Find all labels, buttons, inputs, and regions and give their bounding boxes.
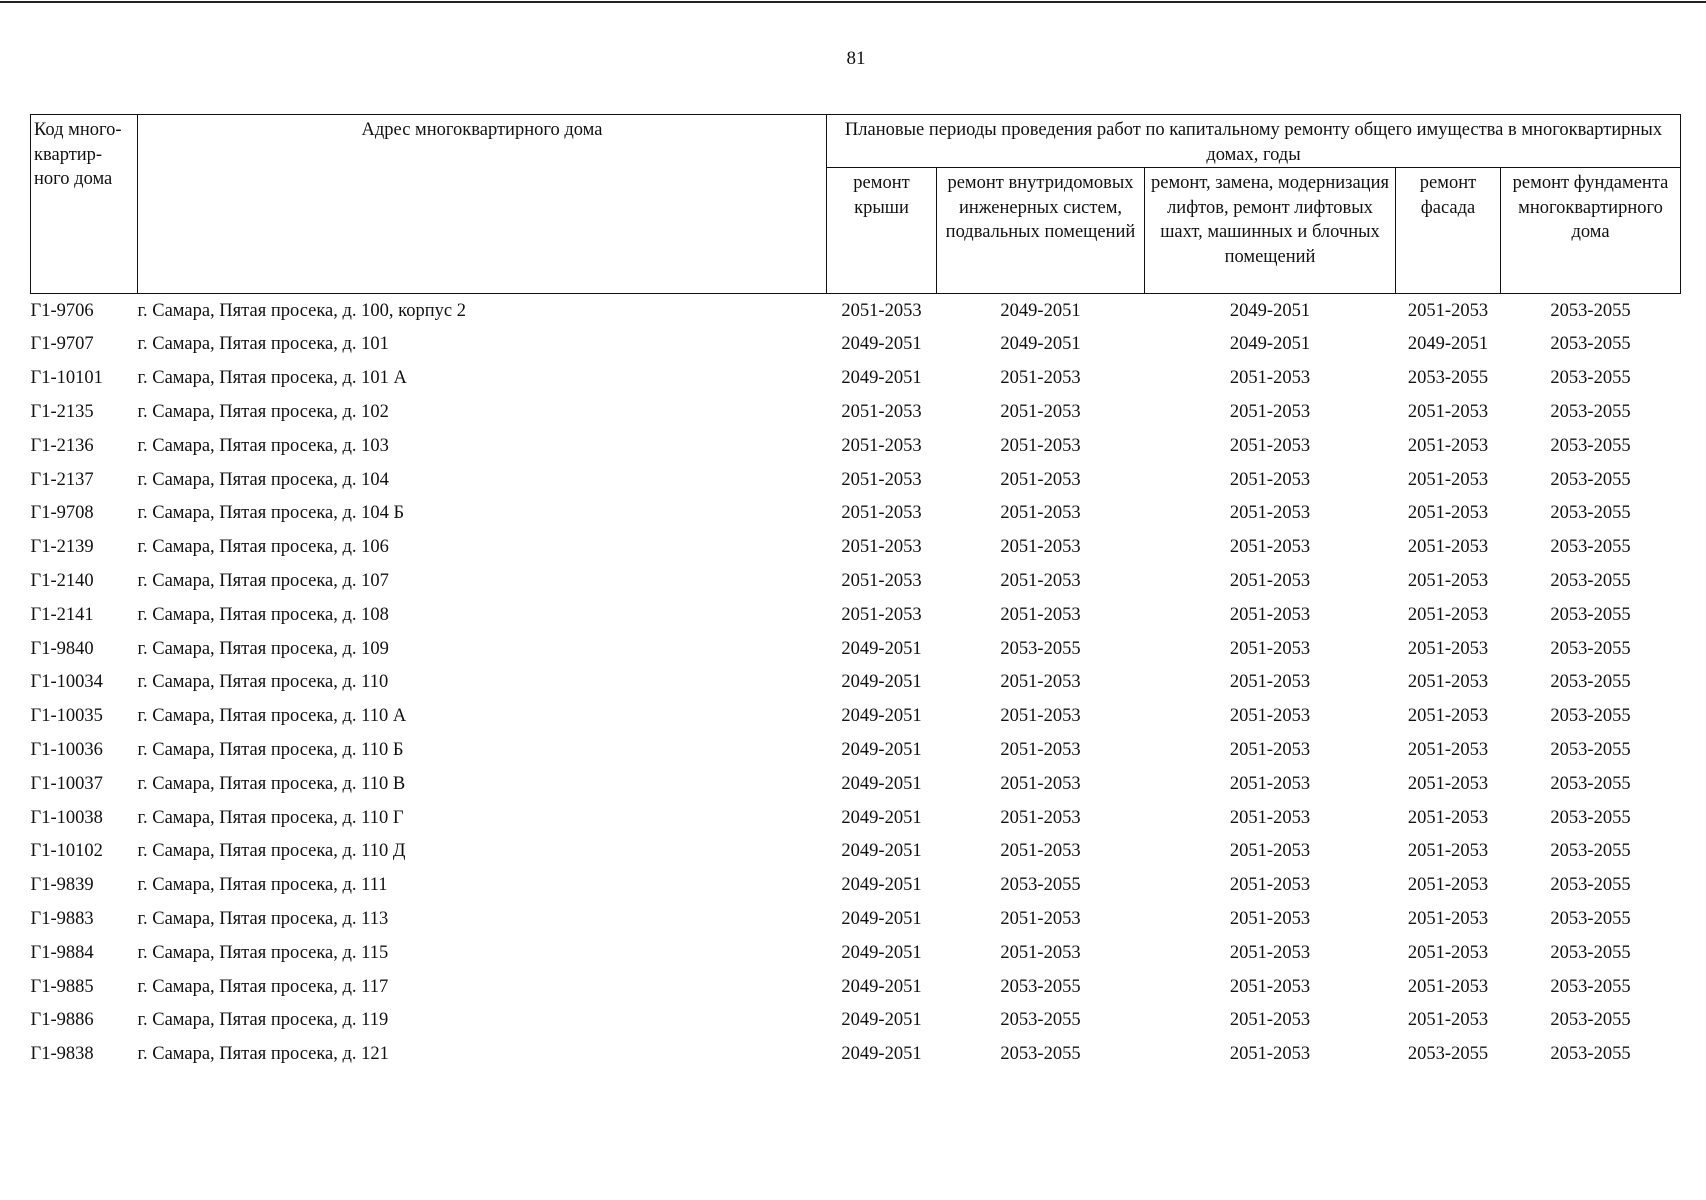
cell-address: г. Самара, Пятая просека, д. 110 Б bbox=[137, 740, 404, 760]
table-row bbox=[31, 835, 1681, 869]
cell-code: Г1-9884 bbox=[30, 942, 94, 963]
cell-address: г. Самара, Пятая просека, д. 101 А bbox=[137, 368, 407, 389]
cell-roof: 2049-2051 bbox=[841, 773, 922, 794]
cell-lifts: 2051-2053 bbox=[1229, 604, 1311, 625]
cell-address: г. Самара, Пятая просека, д. 101 bbox=[137, 334, 389, 355]
cell-roof: 2051-2053 bbox=[841, 435, 922, 456]
cell-lifts: 2049-2051 bbox=[1229, 300, 1311, 321]
cell-lifts: 2051-2053 bbox=[1229, 773, 1311, 794]
cell-address: г. Самара, Пятая просека, д. 111 bbox=[137, 875, 388, 896]
cell-systems: 2051-2053 bbox=[1000, 469, 1081, 490]
cell-code: Г1-10036 bbox=[30, 740, 103, 760]
cell-address: г. Самара, Пятая просека, д. 113 bbox=[137, 908, 389, 929]
cell-systems: 2053-2055 bbox=[1000, 638, 1081, 659]
cell-systems: 2053-2055 bbox=[1000, 976, 1081, 997]
cell-roof: 2049-2051 bbox=[841, 807, 922, 828]
table-row bbox=[31, 497, 1681, 531]
table-row bbox=[31, 869, 1681, 903]
cell-facade: 2051-2053 bbox=[1407, 706, 1489, 727]
cell-address: г. Самара, Пятая просека, д. 115 bbox=[137, 942, 389, 963]
header-roof: ремонт крыши bbox=[827, 168, 937, 294]
cell-roof: 2049-2051 bbox=[841, 1010, 922, 1031]
cell-lifts: 2051-2053 bbox=[1229, 571, 1311, 592]
cell-systems: 2051-2053 bbox=[1000, 672, 1081, 693]
cell-code: Г1-2137 bbox=[30, 469, 94, 490]
cell-foundation: 2053-2055 bbox=[1550, 334, 1631, 355]
cell-systems: 2051-2053 bbox=[1000, 773, 1081, 794]
table-row bbox=[31, 936, 1681, 970]
cell-lifts: 2051-2053 bbox=[1229, 368, 1311, 389]
cell-roof: 2049-2051 bbox=[841, 672, 922, 693]
cell-foundation: 2053-2055 bbox=[1550, 942, 1631, 963]
cell-address: г. Самара, Пятая просека, д. 109 bbox=[137, 638, 389, 659]
cell-roof: 2051-2053 bbox=[841, 604, 922, 625]
header-lifts: ремонт, замена, модернизация лифтов, ремонт лифтовых шахт, машинных и блочных помещений bbox=[1145, 168, 1396, 294]
cell-roof: 2049-2051 bbox=[841, 740, 922, 760]
cell-facade: 2051-2053 bbox=[1407, 841, 1489, 862]
cell-code: Г1-10038 bbox=[30, 807, 103, 828]
cell-systems: 2051-2053 bbox=[1000, 571, 1081, 592]
table-row bbox=[31, 531, 1681, 565]
table-row bbox=[31, 395, 1681, 429]
cell-roof: 2049-2051 bbox=[841, 1044, 922, 1065]
cell-facade: 2051-2053 bbox=[1407, 740, 1489, 760]
cell-address: г. Самара, Пятая просека, д. 110 А bbox=[137, 706, 407, 727]
cell-foundation: 2053-2055 bbox=[1550, 908, 1631, 929]
cell-systems: 2051-2053 bbox=[1000, 435, 1081, 456]
table-row bbox=[31, 700, 1681, 734]
cell-address: г. Самара, Пятая просека, д. 119 bbox=[137, 1010, 389, 1031]
table-row bbox=[31, 294, 1681, 328]
cell-lifts: 2051-2053 bbox=[1229, 435, 1311, 456]
cell-systems: 2051-2053 bbox=[1000, 537, 1081, 558]
table-row bbox=[31, 429, 1681, 463]
cell-foundation: 2053-2055 bbox=[1550, 469, 1631, 490]
cell-foundation: 2053-2055 bbox=[1550, 402, 1631, 423]
cell-systems: 2051-2053 bbox=[1000, 942, 1081, 963]
cell-address: г. Самара, Пятая просека, д. 121 bbox=[137, 1044, 389, 1065]
cell-foundation: 2053-2055 bbox=[1550, 503, 1631, 524]
cell-foundation: 2053-2055 bbox=[1550, 1044, 1631, 1065]
cell-code: Г1-10034 bbox=[30, 672, 103, 693]
top-rule bbox=[0, 1, 1706, 3]
cell-systems: 2051-2053 bbox=[1000, 706, 1081, 727]
cell-lifts: 2051-2053 bbox=[1229, 706, 1311, 727]
cell-facade: 2051-2053 bbox=[1407, 604, 1489, 625]
cell-facade: 2051-2053 bbox=[1407, 300, 1489, 321]
cell-address: г. Самара, Пятая просека, д. 104 bbox=[137, 469, 389, 490]
cell-systems: 2051-2053 bbox=[1000, 908, 1081, 929]
cell-roof: 2051-2053 bbox=[841, 402, 922, 423]
cell-roof: 2049-2051 bbox=[841, 942, 922, 963]
cell-address: г. Самара, Пятая просека, д. 106 bbox=[137, 537, 389, 558]
table-row bbox=[31, 598, 1681, 632]
cell-foundation: 2053-2055 bbox=[1550, 672, 1631, 693]
cell-facade: 2053-2055 bbox=[1407, 368, 1489, 389]
cell-lifts: 2051-2053 bbox=[1229, 1044, 1311, 1065]
cell-foundation: 2053-2055 bbox=[1550, 773, 1631, 794]
cell-code: Г1-9883 bbox=[30, 908, 94, 929]
table-row bbox=[31, 362, 1681, 396]
cell-code: Г1-9708 bbox=[30, 503, 94, 524]
cell-foundation: 2053-2055 bbox=[1550, 435, 1631, 456]
table-row bbox=[31, 564, 1681, 598]
cell-facade: 2051-2053 bbox=[1407, 942, 1489, 963]
cell-address: г. Самара, Пятая просека, д. 100, корпус 2 bbox=[137, 300, 466, 321]
header-address: Адрес многоквартирного дома bbox=[138, 115, 827, 294]
cell-code: Г1-2135 bbox=[30, 402, 94, 423]
cell-code: Г1-9707 bbox=[30, 334, 94, 355]
cell-code: Г1-10102 bbox=[30, 841, 103, 862]
cell-address: г. Самара, Пятая просека, д. 102 bbox=[137, 402, 389, 423]
cell-lifts: 2051-2053 bbox=[1229, 875, 1311, 896]
cell-code: Г1-2140 bbox=[30, 571, 94, 592]
cell-address: г. Самара, Пятая просека, д. 108 bbox=[137, 604, 389, 625]
cell-roof: 2049-2051 bbox=[841, 706, 922, 727]
table-row bbox=[31, 632, 1681, 666]
cell-facade: 2051-2053 bbox=[1407, 672, 1489, 693]
header-foundation: ремонт фундамента многоквартирного дома bbox=[1501, 168, 1681, 294]
cell-facade: 2049-2051 bbox=[1407, 334, 1489, 355]
cell-facade: 2051-2053 bbox=[1407, 908, 1489, 929]
cell-foundation: 2053-2055 bbox=[1550, 300, 1631, 321]
cell-code: Г1-2139 bbox=[30, 537, 94, 558]
cell-facade: 2051-2053 bbox=[1407, 402, 1489, 423]
cell-code: Г1-2136 bbox=[30, 435, 94, 456]
cell-systems: 2053-2055 bbox=[1000, 1010, 1081, 1031]
header-code: Код много-квартир-ного дома bbox=[31, 115, 138, 294]
cell-lifts: 2051-2053 bbox=[1229, 1010, 1311, 1031]
cell-facade: 2051-2053 bbox=[1407, 435, 1489, 456]
cell-code: Г1-9886 bbox=[30, 1010, 94, 1031]
cell-systems: 2051-2053 bbox=[1000, 807, 1081, 828]
cell-address: г. Самара, Пятая просека, д. 107 bbox=[137, 571, 389, 592]
cell-code: Г1-9706 bbox=[30, 300, 94, 321]
table-row bbox=[31, 328, 1681, 362]
table-row bbox=[31, 1004, 1681, 1038]
cell-facade: 2051-2053 bbox=[1407, 638, 1489, 659]
header-row-1 bbox=[31, 115, 1681, 168]
cell-roof: 2049-2051 bbox=[841, 875, 922, 896]
cell-lifts: 2051-2053 bbox=[1229, 908, 1311, 929]
cell-foundation: 2053-2055 bbox=[1550, 976, 1631, 997]
cell-roof: 2051-2053 bbox=[841, 300, 922, 321]
cell-lifts: 2051-2053 bbox=[1229, 469, 1311, 490]
cell-facade: 2051-2053 bbox=[1407, 976, 1489, 997]
cell-facade: 2051-2053 bbox=[1407, 773, 1489, 794]
cell-lifts: 2051-2053 bbox=[1229, 740, 1311, 760]
cell-address: г. Самара, Пятая просека, д. 103 bbox=[137, 435, 389, 456]
cell-facade: 2051-2053 bbox=[1407, 469, 1489, 490]
cell-facade: 2051-2053 bbox=[1407, 537, 1489, 558]
cell-code: Г1-9885 bbox=[30, 976, 94, 997]
cell-systems: 2053-2055 bbox=[1000, 875, 1081, 896]
cell-roof: 2051-2053 bbox=[841, 571, 922, 592]
table-row bbox=[31, 1038, 1681, 1072]
cell-systems: 2049-2051 bbox=[1000, 300, 1081, 321]
cell-systems: 2051-2053 bbox=[1000, 604, 1081, 625]
cell-roof: 2049-2051 bbox=[841, 334, 922, 355]
cell-code: Г1-9839 bbox=[30, 875, 94, 896]
table-row bbox=[31, 767, 1681, 801]
cell-code: Г1-10035 bbox=[30, 706, 103, 727]
cell-foundation: 2053-2055 bbox=[1550, 638, 1631, 659]
header-facade: ремонт фасада bbox=[1396, 168, 1501, 294]
table-row bbox=[31, 733, 1681, 767]
cell-foundation: 2053-2055 bbox=[1550, 841, 1631, 862]
cell-roof: 2049-2051 bbox=[841, 908, 922, 929]
cell-facade: 2051-2053 bbox=[1407, 503, 1489, 524]
page-number: 81 bbox=[846, 48, 866, 69]
cell-foundation: 2053-2055 bbox=[1550, 875, 1631, 896]
cell-facade: 2051-2053 bbox=[1407, 1010, 1489, 1031]
cell-facade: 2051-2053 bbox=[1407, 571, 1489, 592]
cell-code: Г1-10101 bbox=[30, 368, 103, 389]
cell-facade: 2051-2053 bbox=[1407, 807, 1489, 828]
cell-foundation: 2053-2055 bbox=[1550, 1010, 1631, 1031]
cell-roof: 2051-2053 bbox=[841, 537, 922, 558]
cell-roof: 2049-2051 bbox=[841, 368, 922, 389]
cell-address: г. Самара, Пятая просека, д. 110 Д bbox=[137, 841, 406, 862]
cell-roof: 2049-2051 bbox=[841, 638, 922, 659]
cell-lifts: 2051-2053 bbox=[1229, 537, 1311, 558]
cell-systems: 2051-2053 bbox=[1000, 402, 1081, 423]
cell-roof: 2049-2051 bbox=[841, 976, 922, 997]
cell-code: Г1-10037 bbox=[30, 773, 103, 794]
cell-lifts: 2051-2053 bbox=[1229, 503, 1311, 524]
cell-lifts: 2051-2053 bbox=[1229, 672, 1311, 693]
cell-address: г. Самара, Пятая просека, д. 110 В bbox=[137, 773, 406, 794]
cell-foundation: 2053-2055 bbox=[1550, 807, 1631, 828]
cell-address: г. Самара, Пятая просека, д. 110 bbox=[137, 672, 389, 693]
cell-systems: 2049-2051 bbox=[1000, 334, 1081, 355]
cell-lifts: 2051-2053 bbox=[1229, 807, 1311, 828]
cell-address: г. Самара, Пятая просека, д. 104 Б bbox=[137, 503, 405, 524]
header-systems: ремонт внутридомовых инженерных систем, подвальных помещений bbox=[937, 168, 1145, 294]
cell-foundation: 2053-2055 bbox=[1550, 740, 1631, 760]
cell-address: г. Самара, Пятая просека, д. 110 Г bbox=[137, 807, 404, 828]
cell-foundation: 2053-2055 bbox=[1550, 537, 1631, 558]
table-row bbox=[31, 902, 1681, 936]
cell-systems: 2051-2053 bbox=[1000, 503, 1081, 524]
cell-foundation: 2053-2055 bbox=[1550, 604, 1631, 625]
cell-roof: 2049-2051 bbox=[841, 841, 922, 862]
cell-foundation: 2053-2055 bbox=[1550, 706, 1631, 727]
cell-facade: 2053-2055 bbox=[1407, 1044, 1489, 1065]
table-row bbox=[31, 463, 1681, 497]
table-row bbox=[31, 970, 1681, 1004]
cell-systems: 2051-2053 bbox=[1000, 368, 1081, 389]
header-period-group: Плановые периоды проведения работ по капитальному ремонту общего имущества в многоквартирных домах, годы bbox=[827, 115, 1681, 168]
cell-code: Г1-9838 bbox=[30, 1044, 94, 1065]
cell-lifts: 2051-2053 bbox=[1229, 638, 1311, 659]
cell-code: Г1-9840 bbox=[30, 638, 94, 659]
cell-foundation: 2053-2055 bbox=[1550, 368, 1631, 389]
cell-lifts: 2051-2053 bbox=[1229, 976, 1311, 997]
cell-roof: 2051-2053 bbox=[841, 503, 922, 524]
cell-lifts: 2049-2051 bbox=[1229, 334, 1311, 355]
cell-code: Г1-2141 bbox=[30, 604, 94, 625]
table-row bbox=[31, 801, 1681, 835]
repair-schedule-table bbox=[30, 114, 1681, 1071]
cell-lifts: 2051-2053 bbox=[1229, 841, 1311, 862]
cell-roof: 2051-2053 bbox=[841, 469, 922, 490]
cell-facade: 2051-2053 bbox=[1407, 875, 1489, 896]
cell-lifts: 2051-2053 bbox=[1229, 402, 1311, 423]
cell-systems: 2051-2053 bbox=[1000, 740, 1081, 760]
cell-address: г. Самара, Пятая просека, д. 117 bbox=[137, 976, 389, 997]
cell-systems: 2051-2053 bbox=[1000, 841, 1081, 862]
cell-systems: 2053-2055 bbox=[1000, 1044, 1081, 1065]
cell-lifts: 2051-2053 bbox=[1229, 942, 1311, 963]
cell-foundation: 2053-2055 bbox=[1550, 571, 1631, 592]
table-row bbox=[31, 666, 1681, 700]
